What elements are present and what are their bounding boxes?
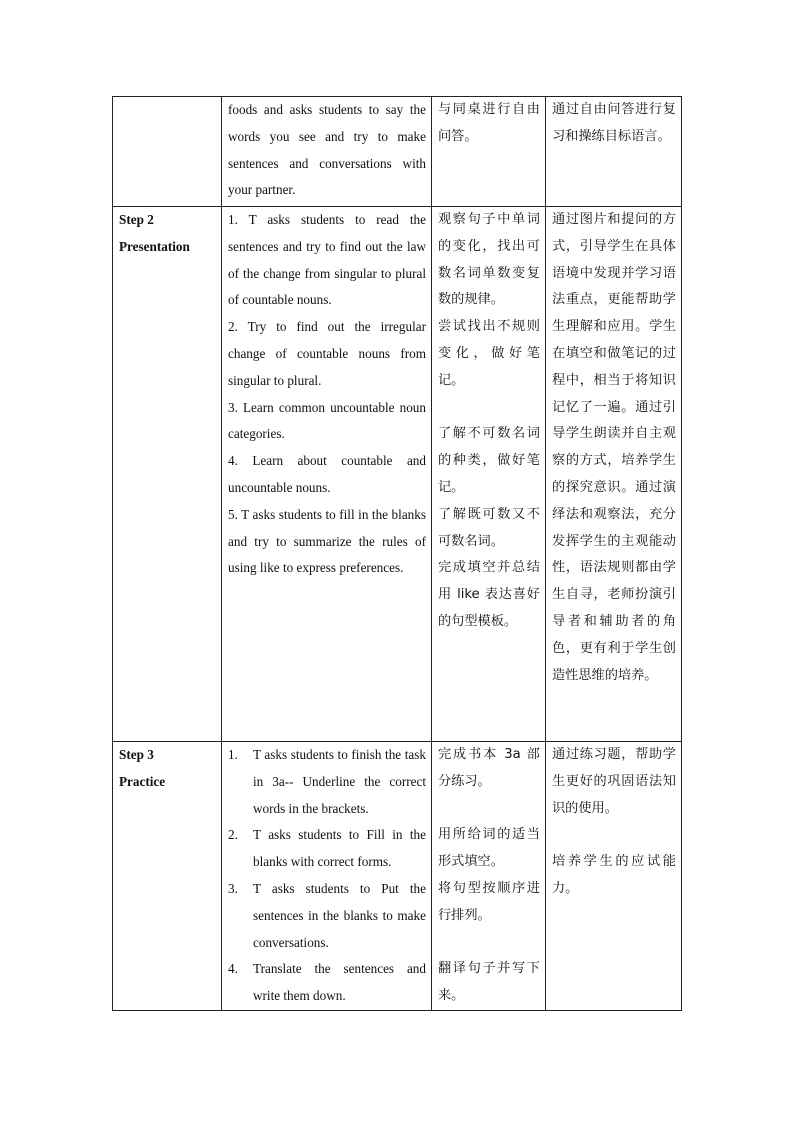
- purpose-text: 通过自由问答进行复习和操练目标语言。: [552, 102, 676, 144]
- step-title: Practice: [119, 773, 166, 789]
- step-number: Step 3: [119, 747, 154, 762]
- list-item: [228, 742, 426, 822]
- activity-item: 1. T asks students to read the sentences and try to find out the law of the change from singular to plural of countable nouns.: [228, 212, 426, 308]
- list-number: 1.: [228, 747, 238, 762]
- list-item: [228, 822, 426, 876]
- student-activity-cell: [432, 97, 546, 207]
- purpose-cell: [546, 97, 682, 207]
- purpose-text: 通过图片和提问的方式，引导学生在具体语境中发现并学习语法重点，更能帮助学生理解和应用。学生在填空和做笔记的过程中，相当于将知识记忆了一遍。通过引导学生朗读并自主观察的方式，培养学生的探究意识。通过演绎法和观察法，充分发挥学生的主观能动性，语法规则都由学生自寻，老师扮演引导者和辅助者的角色，更有利于学生创造性思维的培养。: [552, 212, 676, 683]
- list-text: T asks students to Put the sentences in the blanks to make conversations.: [253, 880, 426, 950]
- purpose-text: 培养学生的应试能力。: [552, 854, 676, 896]
- student-activity-item: 用所给词的适当形式填空。: [438, 827, 540, 870]
- table-row-step-2: [113, 207, 682, 742]
- student-activity-item: 将句型按顺序进行排列。: [438, 880, 540, 923]
- activity-text: foods and asks students to say the words you see and try to make sentences and conversations with your partner.: [228, 102, 426, 198]
- student-activity-item: 了解不可数名词的种类，做好笔记。: [438, 426, 540, 495]
- student-activity-text: 与同桌进行自由问答。: [438, 102, 540, 144]
- activity-item: 4. Learn about countable and uncountable nouns.: [228, 453, 426, 495]
- table-row-step-3: [113, 742, 682, 1011]
- activity-item: 3. Learn common uncountable noun categories.: [228, 399, 426, 442]
- purpose-cell: [546, 207, 682, 742]
- activity-cell: [222, 742, 432, 1011]
- activity-item: 5. T asks students to fill in the blanks and try to summarize the rules of using like to express preferences.: [228, 506, 426, 576]
- step-cell: [113, 742, 222, 1011]
- step-cell: [113, 97, 222, 207]
- spacer: [552, 822, 676, 849]
- spacer: [438, 796, 540, 823]
- step-number: Step 2: [119, 212, 154, 227]
- student-activity-cell: [432, 742, 546, 1011]
- list-item: [228, 956, 426, 1010]
- list-number: 3.: [228, 880, 238, 896]
- step-title: Presentation: [119, 238, 190, 254]
- student-activity-item: 完成填空并总结用 like 表达喜好的句型模板。: [438, 560, 540, 629]
- student-activity-item: 了解既可数又不可数名词。: [438, 506, 540, 549]
- activity-cell: [222, 97, 432, 207]
- student-activity-item: 翻译句子并写下来。: [438, 961, 540, 1004]
- list-number: 2.: [228, 827, 238, 843]
- list-number: 4.: [228, 961, 238, 977]
- student-activity-item: 完成书本 3a 部分练习。: [438, 747, 540, 789]
- practice-task-list: [228, 742, 426, 1010]
- list-text: T asks students to Fill in the blanks with correct forms.: [253, 827, 426, 870]
- purpose-text: 通过练习题，帮助学生更好的巩固语法知识的使用。: [552, 747, 676, 816]
- activity-cell: [222, 207, 432, 742]
- student-activity-cell: [432, 207, 546, 742]
- lesson-plan-table: [112, 96, 682, 1011]
- list-text: Translate the sentences and write them down.: [253, 961, 426, 1004]
- activity-item: 2. Try to find out the irregular change of countable nouns from singular to plural.: [228, 319, 426, 388]
- step-cell: [113, 207, 222, 742]
- list-item: [228, 876, 426, 956]
- table-row-warmup-continued: [113, 97, 682, 207]
- spacer: [438, 395, 540, 422]
- list-text: T asks students to finish the task in 3a-- Underline the correct words in the brackets.: [253, 747, 426, 816]
- student-activity-item: 尝试找出不规则变化，做好笔记。: [438, 319, 540, 388]
- spacer: [438, 930, 540, 957]
- student-activity-item: 观察句子中单词的变化，找出可数名词单数变复数的规律。: [438, 212, 540, 308]
- purpose-cell: [546, 742, 682, 1011]
